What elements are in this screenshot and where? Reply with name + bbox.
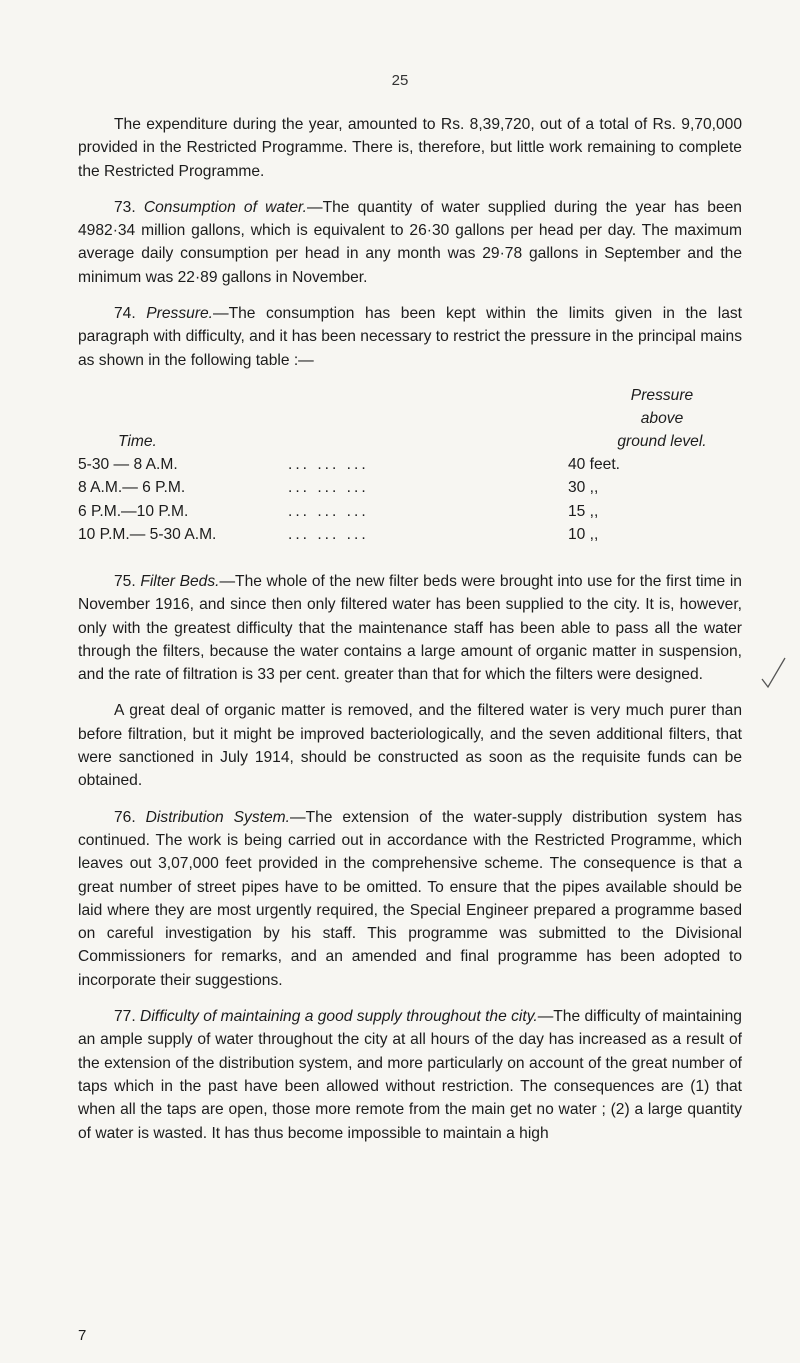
paragraph-75-text: —The whole of the new filter beds were brought into use for the first time in November 1916, and since then only filtered water has been supplied to the city. It is, however, only with the greatest difficulty that the maintenance staff has been able to pass all the water through the filters, because the water contains a large amount of organic matter in suspension, and the rate of filtration is 33 per cent. greater than that for which the filters were designed. [78,573,742,684]
paragraph-77-text: —The difficulty of maintaining an ample supply of water throughout the city at all hours of the day has increased as a result of the extension of the distribution system, and more particularly on account of the great number of taps which in the past have been allowed without restriction. The consequences are (1) that when all the taps are open, those more remote from the main get no water ; (2) a large quantity of water is wasted. It has thus become impossible to maintain a high [78,1008,742,1142]
paragraph-76 [78,806,742,992]
paragraphs-top [78,113,742,385]
row-time: 10 P.M.— 5-30 A.M. [78,525,217,543]
signature-mark: 7 [78,1327,87,1344]
paragraph-75-heading: Filter Beds. [140,573,220,590]
paragraph-74-heading: Pressure. [146,305,214,323]
paragraph-76-number: 76. [114,808,136,826]
table-row [78,523,756,546]
row-time: 5-30 — 8 A.M. [78,456,178,473]
header-pressure-line-2: above [640,410,684,427]
header-time: Time. [118,432,157,450]
paragraph-73 [78,196,742,289]
paragraph-74-number: 74. [114,305,136,323]
paragraph-76-text: —The extension of the water-supply distribution system has continued. The work is being carried out in accordance with the Restricted Programme, which leaves out 3,07,000 feet provided in the comprehensive scheme. The consequence is that a great number of street pipes have to be omitted. To ensure that the pipes available should be laid where they are most urgently required, the Special Engineer prepared a programme based on careful investigation by his staff. This programme was submitted to the Divisional Commissioners for remarks, and an amended and final programme has been adopted to incorporate their suggestions. [78,808,742,989]
row-leader-dots: ... ... ... [288,525,369,543]
paragraph-77 [78,1005,742,1145]
row-pressure-value: 15 ,, [568,502,599,520]
paragraph-73-number: 73. [114,198,136,216]
header-pressure-line-3: ground level. [617,433,707,450]
paragraph-73-text: —The quantity of water supplied during the year has been 4982·34 million gallons, which is equivalent to 26·30 gallons per head per day. The maximum average daily consumption per head in any month was 29·78 gallons in September and the minimum was 22·89 gallons in November. [78,198,742,286]
table-row [78,500,756,523]
row-leader-dots: ... ... ... [288,479,369,497]
paragraph-77-number: 77. [114,1008,136,1026]
paragraph-77-heading: Difficulty of maintaining a good supply throughout the city. [140,1008,538,1026]
row-leader-dots: ... ... ... [288,502,369,520]
row-pressure-value: 40 feet. [568,456,621,473]
paragraph-73-heading: Consumption of water. [143,198,307,216]
paragraph-75 [78,570,742,686]
paragraph-74 [78,302,742,372]
pressure-table [78,384,756,546]
page-number: 25 [391,72,409,89]
row-leader-dots: ... ... ... [288,456,369,473]
header-pressure-line-1: Pressure [630,387,694,404]
paragraph-75-continued: A great deal of organic matter is removed, and the filtered water is very much purer than before filtration, but it might be improved bacteriologically, and the seven additional filters, that were sanctioned in July 1914, should be constructed as soon as the requisite funds can be obtained. [78,702,742,790]
paragraph-74-text: —The consumption has been kept within the limits given in the last paragraph with difficulty, and it has been necessary to restrict the pressure in the principal mains as shown in the following table :— [78,305,742,369]
header-pressure [568,384,756,453]
paragraphs-bottom [78,570,742,1158]
row-time: 6 P.M.—10 P.M. [78,502,189,520]
row-time: 8 A.M.— 6 P.M. [78,479,186,497]
table-row [78,453,756,476]
table-row [78,476,756,499]
row-pressure-value: 10 ,, [568,525,599,543]
paragraph-76-heading: Distribution System. [145,808,290,826]
paragraph-75-number: 75. [114,573,136,590]
pencil-check-mark [758,655,788,691]
intro-paragraph: The expenditure during the year, amounted to Rs. 8,39,720, out of a total of Rs. 9,70,000 provided in the Restricted Programme. There is, therefore, but little work remaining to complete the Restricted Programme. [78,116,742,180]
row-pressure-value: 30 ,, [568,479,599,497]
pressure-table-header [78,384,756,453]
